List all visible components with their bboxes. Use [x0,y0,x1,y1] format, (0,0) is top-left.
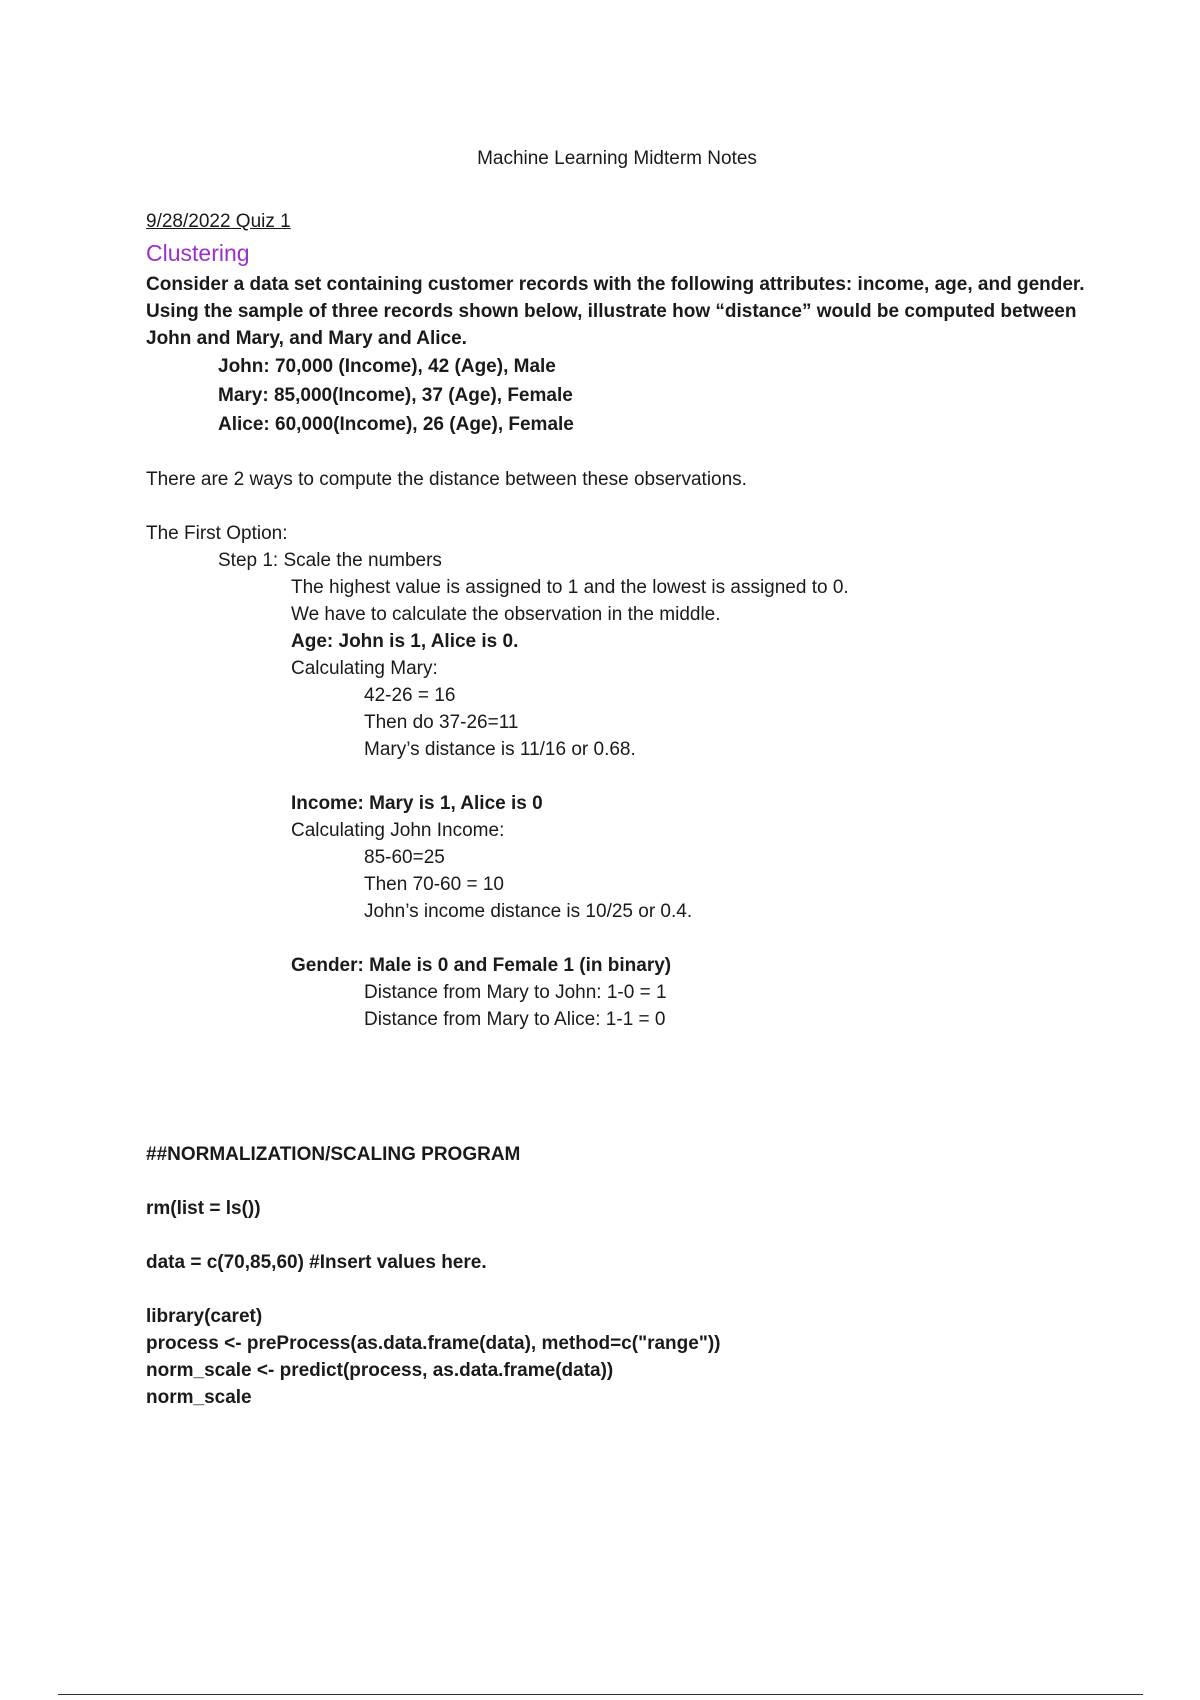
income-calc-line-3: John’s income distance is 10/25 or 0.4. [364,901,693,922]
code-header: ##NORMALIZATION/SCALING PROGRAM [146,1144,521,1165]
scale-note-2: We have to calculate the observation in the middle. [291,604,721,625]
age-calc-line-1: 42-26 = 16 [364,685,456,706]
spacer [146,1222,1096,1249]
sample-records-list [218,352,1096,439]
document-body [146,208,1096,1411]
income-calc-line-1: 85-60=25 [364,847,445,868]
income-heading: Income: Mary is 1, Alice is 0 [291,793,543,814]
code-data-line: data = c(70,85,60) #Insert values here. [146,1252,487,1273]
spacer [146,493,1096,520]
spacer [146,763,1096,790]
footer-divider [58,1694,1143,1695]
code-line-preprocess: process <- preProcess(as.data.frame(data), method=c("range")) [146,1333,721,1354]
record-mary: Mary: 85,000(Income), 37 (Age), Female [218,385,573,406]
code-line-predict: norm_scale <- predict(process, as.data.frame(data)) [146,1360,614,1381]
quiz-date-heading: 9/28/2022 Quiz 1 [146,211,291,232]
spacer [146,1033,1096,1141]
code-line-output: norm_scale [146,1387,252,1408]
scale-note-1: The highest value is assigned to 1 and the lowest is assigned to 0. [291,577,849,598]
code-block [146,1141,1096,1411]
age-calc-line-2: Then do 37-26=11 [364,712,519,733]
income-subheading: Calculating John Income: [291,820,505,841]
spacer [146,1276,1096,1303]
record-alice: Alice: 60,000(Income), 26 (Age), Female [218,414,574,435]
spacer [146,439,1096,466]
code-line-library: library(caret) [146,1306,263,1327]
gender-calc-line-1: Distance from Mary to John: 1-0 = 1 [364,982,667,1003]
income-calc-line-2: Then 70-60 = 10 [364,874,504,895]
step-1-label: Step 1: Scale the numbers [218,550,442,571]
age-subheading: Calculating Mary: [291,658,438,679]
gender-calc-line-2: Distance from Mary to Alice: 1-1 = 0 [364,1009,666,1030]
first-option-label: The First Option: [146,523,288,544]
document-title: Machine Learning Midterm Notes [477,148,757,169]
question-text: Consider a data set containing customer records with the following attributes: income, age, and gender. Using the sample of three records shown below, illustrate how “distance” would be computed between John and Mary, and Mary and Alice. [146,274,1085,349]
spacer [146,1168,1096,1195]
section-heading-clustering: Clustering [146,240,250,266]
record-john: John: 70,000 (Income), 42 (Age), Male [218,356,556,377]
gender-heading: Gender: Male is 0 and Female 1 (in binary) [291,955,672,976]
spacer [146,925,1096,952]
intro-text: There are 2 ways to compute the distance between these observations. [146,469,747,490]
age-heading: Age: John is 1, Alice is 0. [291,631,519,652]
code-rm-line: rm(list = ls()) [146,1198,261,1219]
age-calc-line-3: Mary’s distance is 11/16 or 0.68. [364,739,636,760]
